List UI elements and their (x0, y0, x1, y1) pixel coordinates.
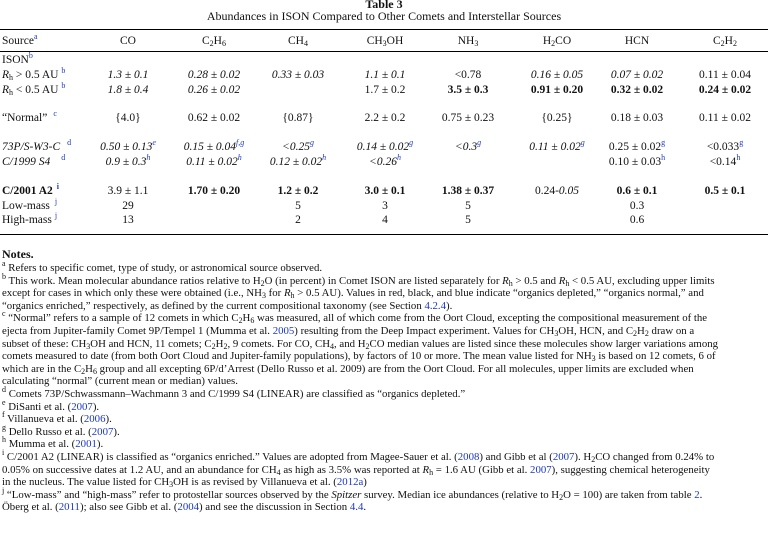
citation-link[interactable]: 2011 (58, 501, 80, 514)
header-row (0, 34, 768, 48)
note-i-line2: 0.05% on successive dates at 1.2 AU, and an abundance for $CH_4$ as high as 3.5% was reported at $R_h = 1.6$ AU (Gibb et al. 2007), suggesting chemical heterogeneity (2, 463, 710, 477)
note-e: $^e$ DiSanti et al. (2007). (2, 397, 100, 413)
table-row (0, 111, 768, 125)
table-row (0, 213, 768, 227)
header-source: Source$^a$ (2, 32, 38, 47)
header-hcn: HCN (624, 35, 650, 47)
cell-hcn: 0.25 ± 0.02$^g$ (608, 138, 666, 153)
note-c-line4: comets measured to date (from both Oort Cloud and Jupiter-family populations), by factors of 10 or more. The mean value listed for $NH_3$ is based on 12 comets, 6 of (2, 350, 716, 364)
note-f: $^f$ Villanueva et al. (2006). (2, 410, 112, 426)
cell-co: {4.0} (115, 112, 141, 124)
cell-ch4: 2 (295, 214, 301, 226)
cell-ch3oh: <0.26$^h$ (369, 153, 401, 168)
cell-nh3: 3.5 ± 0.3 (447, 84, 489, 96)
header-h2co: $H_2CO$ (542, 35, 572, 48)
cell-c2h6: 0.62 ± 0.02 (187, 112, 241, 124)
citation-link[interactable]: 2007 (530, 463, 552, 476)
row-label-rh-lt: $R_h < 0.5$ AU $^b$ (2, 81, 66, 97)
table-link[interactable]: 2 (694, 488, 700, 501)
cell-c2h2: <0.14$^h$ (709, 153, 741, 168)
cell-ch3oh: 1.1 ± 0.1 (364, 69, 406, 81)
cell-hcn: 0.07 ± 0.02 (610, 69, 664, 81)
citation-link[interactable]: 2005 (272, 325, 295, 337)
cell-c2h2: 0.11 ± 0.04 (699, 69, 751, 81)
cell-c2h2: 0.5 ± 0.1 (704, 185, 746, 197)
note-i: $^i$ C/2001 A2 (LINEAR) is classified as “organics enriched.” Values are adopted from Magee-Sauer et al. (2008) and Gibb et al (2007). $H_2CO$ changed from 0.24% to (2, 448, 715, 464)
cell-h2co: 0.24-0.05 (534, 185, 580, 197)
notes-title: Notes. (2, 247, 34, 261)
cell-nh3: 5 (465, 200, 471, 212)
cell-h2co: 0.11 ± 0.02$^g$ (529, 138, 585, 153)
note-b-line2: except for cases in which only these were obtained (i.e., $NH_3$ for $R_h > 0.5$ AU). Values in red, black, and blue indicate “organics depleted,” “organics normal,” and (2, 287, 704, 301)
row-label-ison: ISON$^b$ (2, 51, 33, 66)
note-c-line5: which are in the $C_2H_6$ group and all excepting 6P/d’Arrest (Dello Russo et al. 2009) are from the Oort Cloud. For all molecules, upper limits are excluded when (2, 362, 694, 376)
row-label-rh-gt: $R_h > 0.5$ AU $^b$ (2, 66, 66, 82)
header-ch3oh: $CH_3OH$ (366, 35, 404, 48)
table-row (0, 68, 768, 82)
row-label-c1999: C/1999 S4 $^d$ (2, 153, 66, 168)
cell-c2h6: $0.15 \pm 0.04^{f,g}$ (183, 138, 245, 153)
table-row (0, 83, 768, 97)
cell-hcn: 0.10 ± 0.03$^h$ (608, 153, 666, 168)
note-b: $^b$ This work. Mean molecular abundance ratios relative to $H_2O$ (in percent) in Comet ISON are listed separately for $R_h > 0.5$ and $R_h < 0.5$ AU, excluding upper limits (2, 271, 715, 288)
note-a: $^a$ Refers to specific comet, type of study, or astronomical source observed. (2, 259, 323, 274)
cell-ch3oh: 1.7 ± 0.2 (364, 84, 406, 96)
citation-link[interactable]: 2008 (457, 451, 480, 463)
cell-ch4: 0.33 ± 0.03 (271, 69, 325, 81)
cell-co: 3.9 ± 1.1 (107, 185, 149, 197)
citation-link[interactable]: 2006 (83, 413, 106, 426)
cell-ch3oh: 0.14 ± 0.02$^g$ (356, 138, 414, 153)
citation-link[interactable]: 2004 (177, 501, 200, 514)
cell-c2h6: 0.28 ± 0.02 (187, 69, 241, 81)
cell-nh3: <0.78 (454, 69, 482, 81)
cell-h2co: 0.91 ± 0.20 (530, 84, 584, 96)
cell-c2h6: 1.70 ± 0.20 (187, 185, 241, 197)
citation-link[interactable]: 2007 (552, 451, 575, 463)
cell-hcn: 0.6 (629, 214, 645, 226)
note-i-line3: in the nucleus. The value listed for $CH_3OH$ is as revised by Villanueva et al. (2012a) (2, 476, 367, 490)
header-ch4: $CH_4$ (288, 35, 308, 48)
cell-c2h2: <0.033$^g$ (706, 138, 744, 153)
cell-ch3oh: 2.2 ± 0.2 (364, 112, 406, 124)
header-c2h6: $C_2H_6$ (202, 35, 226, 48)
table-row (0, 199, 768, 213)
header-co: CO (120, 35, 136, 47)
note-c-line3: subset of these: $CH_3OH$ and HCN, 11 comets; $C_2H_2$, 9 comets. For CO, $CH_4$, and $H_2CO$ median values are listed since these molecules show larger variations among (2, 337, 719, 351)
cell-ch3oh: 3.0 ± 0.1 (364, 185, 406, 197)
section-link[interactable]: 4.4 (349, 501, 364, 514)
cell-co: 13 (122, 214, 134, 226)
cell-ch4: 1.2 ± 0.2 (277, 185, 319, 197)
cell-nh3: 5 (465, 214, 471, 226)
header-c2h2: $C_2H_2$ (713, 35, 737, 48)
cell-ch4: {0.87} (282, 112, 314, 124)
cell-ch4: <0.25$^g$ (282, 138, 314, 153)
note-g: $^g$ Dello Russo et al. (2007). (2, 422, 120, 438)
citation-link[interactable]: 2007 (71, 400, 93, 413)
table-row (0, 140, 768, 154)
cell-c2h2: 0.11 ± 0.02 (699, 112, 751, 124)
cell-co: 1.8 ± 0.4 (107, 84, 149, 96)
cell-ch3oh: 4 (382, 214, 388, 226)
cell-hcn: 0.3 (629, 200, 645, 212)
header-nh3: $NH_3$ (457, 35, 479, 48)
row-label-c2001: C/2001 A2 $^i$ (2, 182, 60, 197)
cell-hcn: 0.32 ± 0.02 (610, 84, 664, 96)
cell-c2h2: 0.24 ± 0.02 (698, 84, 752, 96)
cell-h2co: 0.16 ± 0.05 (530, 69, 584, 81)
cell-hcn: 0.18 ± 0.03 (610, 112, 664, 124)
cell-nh3: <0.3$^g$ (454, 138, 482, 153)
cell-ch4: 5 (295, 200, 301, 212)
note-j-line2: Öberg et al. (2011); also see Gibb et al. (2004) and see the discussion in Section 4.4. (2, 501, 367, 514)
table-row (0, 53, 768, 67)
citation-link[interactable]: 2012a (336, 476, 364, 489)
citation-link[interactable]: 2007 (91, 425, 114, 438)
rule-top (0, 29, 768, 30)
citation-link[interactable]: 2001 (75, 438, 97, 451)
table-caption: Abundances in ISON Compared to Other Comets and Interstellar Sources (206, 9, 562, 23)
rule-header (0, 51, 768, 52)
cell-h2co: {0.25} (541, 112, 573, 124)
note-c: $^c$ “Normal” refers to a sample of 12 comets in which $C_2H_6$ was measured, all of which come from the Oort Cloud, excepting the compositional measurement of the (2, 309, 708, 326)
note-b-line3: “organics enriched,” respectively, as defined by the current compositional taxonomy (see Section 4.2.4). (2, 299, 453, 312)
cell-ch3oh: 3 (382, 200, 388, 212)
cell-c2h6: 0.11 ± 0.02$^h$ (186, 153, 242, 168)
note-h: $^h$ Mumma et al. (2001). (2, 435, 104, 451)
cell-nh3: 0.75 ± 0.23 (441, 112, 495, 124)
section-link[interactable]: 4.2.4 (424, 299, 447, 312)
cell-nh3: 1.38 ± 0.37 (441, 185, 495, 197)
note-j: $^j$ “Low-mass” and “high-mass” refer to protostellar sources observed by the Spitzer survey. Median ice abundances (relative to $H_2O = 100$) are taken from table 2. (2, 485, 703, 502)
row-label-normal: “Normal” $^c$ (2, 109, 57, 124)
note-d: $^d$ Comets 73P/Schwassmann–Wachmann 3 and C/1999 S4 (LINEAR) are classified as “organics depleted.” (2, 385, 466, 400)
cell-hcn: 0.6 ± 0.1 (616, 185, 658, 197)
cell-co: 0.50 ± 0.13$^e$ (100, 138, 156, 153)
note-c-line2: ejecta from Jupiter-family Comet 9P/Tempel 1 (Mumma et al. 2005) resulting from the Deep Impact experiment. Values for $CH_3OH$, HCN, and $C_2H_2$ draw on a (2, 325, 695, 338)
table-row (0, 155, 768, 169)
cell-ch4: 0.12 ± 0.02$^h$ (269, 153, 327, 168)
row-label-low-mass: Low-mass $^j$ (2, 197, 58, 212)
rule-bottom (0, 234, 768, 235)
cell-co: 1.3 ± 0.1 (107, 69, 149, 81)
cell-c2h6: 0.26 ± 0.02 (187, 84, 241, 96)
cell-co: 0.9 ± 0.3$^h$ (105, 153, 151, 168)
note-c-line6: calculating “normal” (current mean or median) values. (2, 375, 238, 388)
row-label-high-mass: High-mass $^j$ (2, 211, 58, 226)
cell-co: 29 (122, 200, 134, 212)
table-row (0, 184, 768, 198)
table-label: Table 3 (365, 0, 403, 11)
row-label-73p: 73P/S-W3-C $^d$ (2, 138, 72, 153)
